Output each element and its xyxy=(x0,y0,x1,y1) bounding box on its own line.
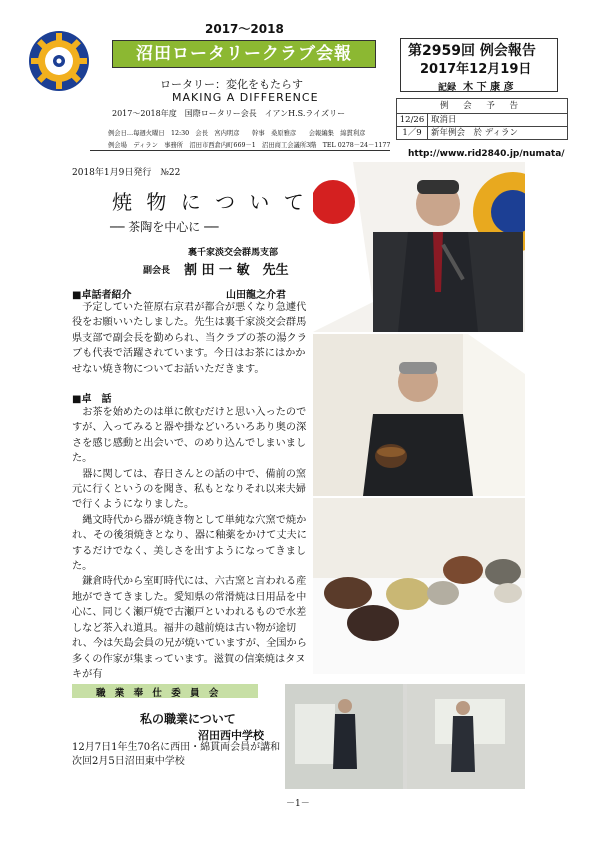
speaker-holding-tea-bowl-photo xyxy=(313,334,525,496)
article-subtitle: ── 茶陶を中心に ── xyxy=(110,220,219,234)
header-divider xyxy=(90,150,390,151)
meeting-schedule-table xyxy=(396,98,568,140)
record-label: 記録 xyxy=(438,83,457,93)
speaker-organization: 裏千家淡交会群馬支部 xyxy=(188,248,279,258)
club-info-line: 例会場 ディラン 事務所 沼田市西倉内町669－1 沼田商工会議所3階 TEL 0278－24－1177 xyxy=(108,142,391,149)
paragraph: お茶を始めたのは単に飲むだけと思い入ったのですが、入ってみると器や掛などいろいろあり奥の深さを感じ感動と出会いで、のめり込んでしまいました。 xyxy=(72,407,307,465)
section-heading-talk: ■卓 話 xyxy=(72,394,112,405)
rotary-year-line: 2017～2018年度 国際ロータリー会長 イアンH.S.ライズリー xyxy=(112,109,346,118)
club-url[interactable]: http://www.rid2840.jp/numata/ xyxy=(408,149,565,159)
speaker-position: 副会長 xyxy=(143,266,171,276)
speaker-name: 割 田 一 敏 先生 xyxy=(184,263,289,278)
schedule-text: 新年例会 於 ディラン xyxy=(431,128,519,138)
paragraph: 器に関しては、春日さんとの話の中で、備前の窯元に行くというのを聞き、私もとなりそれ以来夫婦で行くようになりました。 xyxy=(72,468,307,511)
schedule-heading: 例 会 予 告 xyxy=(397,99,567,114)
section-heading-intro: ■卓話者紹介 xyxy=(72,290,132,301)
report-date: 2017年12月19日 xyxy=(420,62,532,77)
recorder-name: 木 下 康 彦 xyxy=(463,82,514,93)
schedule-row xyxy=(397,114,567,127)
club-info-line: 例会日…毎週火曜日 12:30 会長 宮内明彦 幹事 桑原雅彦 会報編集 綿貫利彦 xyxy=(108,130,366,137)
talk-body xyxy=(72,405,310,682)
paragraph: 縄文時代から器が焼き物として単純な穴窯で焼かれ、その後須焼きとなり、器に釉薬をかけて丈夫にするだけでなく、美しさを出すようになってきました。 xyxy=(72,514,307,573)
school-name: 沼田西中学校 xyxy=(198,729,264,742)
speaker-at-podium-photo xyxy=(313,162,525,332)
tea-bowls-display-photo xyxy=(313,498,525,674)
schedule-row xyxy=(397,127,567,139)
page-number: －1－ xyxy=(286,799,310,809)
year-range: 2017～2018 xyxy=(205,22,284,36)
vocation-talk-body xyxy=(72,741,282,768)
classroom-talk-photo xyxy=(285,684,525,789)
issue-date: 2018年1月9日発行 №22 xyxy=(72,168,181,178)
body-line: 次回2月5日沼田東中学校 xyxy=(72,755,185,767)
rotary-theme-en: MAKING A DIFFERENCE xyxy=(172,91,319,104)
committee-name: 職 業 奉 仕 委 員 会 xyxy=(96,688,222,699)
paragraph: 鎌倉時代から室町時代には、六古窯と言われる産地ができてきました。愛知県の常滑焼は日用品を中心に、同じく瀬戸焼で古瀬戸といわれるもので水差しなど茶入れ道具。福井の越前焼は古い物が途切れ、今は矢島会員の兄が焼いていますが、全国から多くの作家が集まっています。滋賀の信楽焼はタヌキが有 xyxy=(72,576,307,680)
club-bulletin-title: 沼田ロータリークラブ会報 xyxy=(112,40,376,68)
body-line: 12月7日1年生70名に西田・綿貫両会員が講和 xyxy=(72,742,281,753)
rotary-wheel-logo xyxy=(28,30,90,92)
report-number: 第2959回 例会報告 xyxy=(408,43,536,59)
paragraph: 予定していた笹原右京君が都合が悪くなり急遽代役をお願いいたしました。先生は裏千家淡交会群馬県支部で副会長を勤められ、当クラブの茶の湯クラブも代表で活躍されています。今日はお茶にはかかせない焼き物についてお話いただきます。 xyxy=(72,302,307,375)
recorder xyxy=(438,78,514,93)
introducer-name: 山田龍之介君 xyxy=(226,290,286,301)
schedule-date: 1／9 xyxy=(397,127,428,139)
schedule-text: 取消日 xyxy=(431,115,457,125)
rotary-theme-jp: ロータリー：変化をもたらす xyxy=(160,78,303,91)
schedule-date: 12/26 xyxy=(397,114,428,126)
vocation-talk-title: 私の職業について xyxy=(140,712,236,726)
intro-body xyxy=(72,300,310,377)
article-title: 焼 物 に つ い て xyxy=(112,190,308,214)
